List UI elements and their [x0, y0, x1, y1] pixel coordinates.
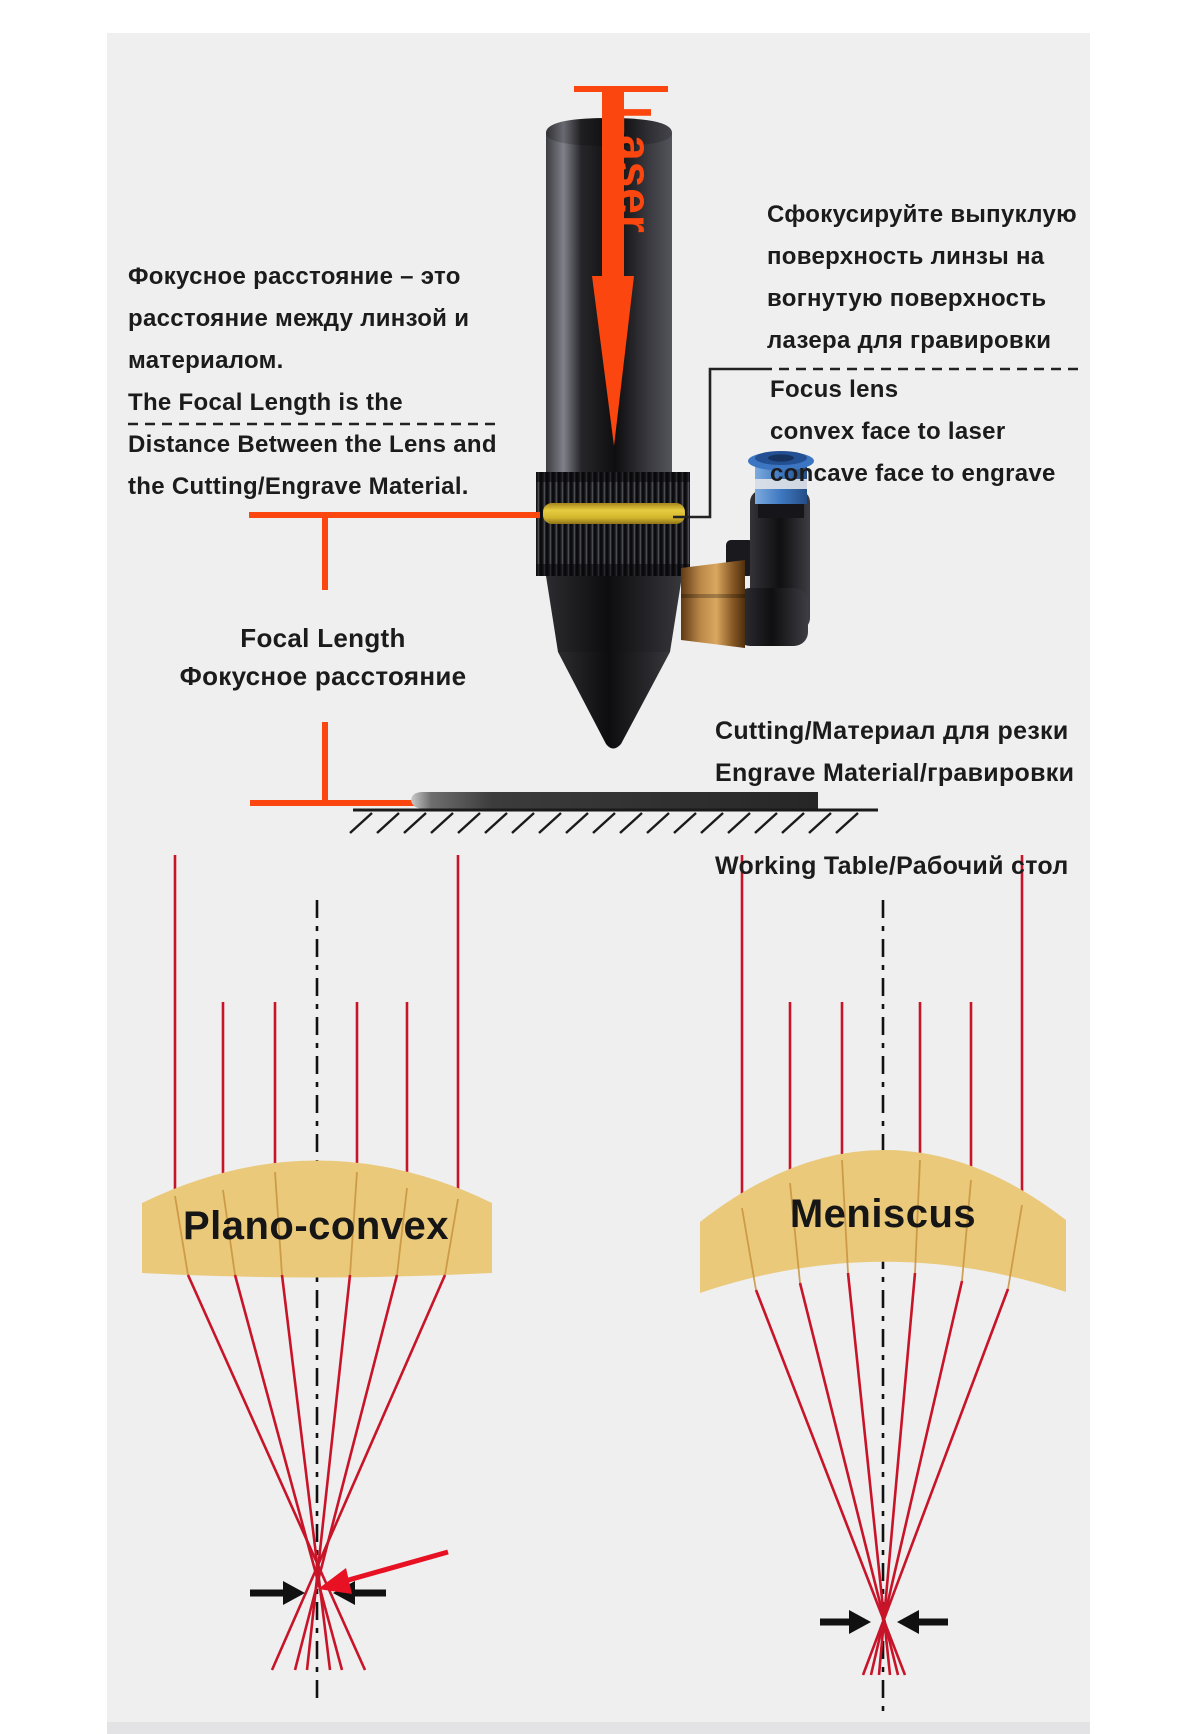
focus-pointer-arrow: [318, 1552, 448, 1594]
lens-gold-band: [543, 503, 685, 524]
left-note-line: расстояние между линзой и: [128, 305, 470, 332]
working-table-label: Working Table/Рабочий стол: [715, 852, 1069, 880]
focus-lens-line: Focus lens: [770, 376, 899, 403]
left-note-line: Фокусное расстояние – это: [128, 263, 461, 290]
focus-lens-line: convex face to laser: [770, 418, 1006, 445]
left-note-line: the Cutting/Engrave Material.: [128, 473, 469, 500]
left-note-line: The Focal Length is the: [128, 389, 403, 416]
focal-length-label-ru: Фокусное расстояние: [179, 661, 467, 691]
plano-convex-label: Plano-convex: [182, 1204, 450, 1248]
laser-collar: [546, 576, 682, 652]
meniscus-label: Meniscus: [789, 1192, 977, 1236]
left-note: [128, 256, 497, 508]
brass-fitting: [681, 560, 745, 648]
laser-nozzle-cone: [558, 652, 670, 749]
focus-lens-note: [770, 369, 1056, 495]
beam-top-line: [574, 86, 668, 92]
laser-beam-label: Laser: [609, 106, 661, 234]
knurl-bottom-shade: [536, 564, 690, 576]
left-note-line: Distance Between the Lens and: [128, 431, 497, 458]
focal-length-label-en: Focal Length: [240, 623, 406, 653]
material-label-line: Cutting/Материал для резки: [715, 717, 1069, 745]
right-note-line: лазера для гравировки: [767, 327, 1052, 354]
knurl-top-shade: [536, 472, 690, 482]
material-label: [715, 710, 1074, 794]
meniscus-diagram: [700, 855, 1066, 1713]
material-slab: [411, 792, 818, 809]
left-note-line: материалом.: [128, 347, 284, 374]
right-note: [767, 194, 1077, 362]
right-note-line: вогнутую поверхность: [767, 285, 1047, 312]
focus-lens-line: concave face to engrave: [770, 460, 1056, 487]
plano-convex-diagram: [142, 855, 492, 1700]
air-elbow-horizontal: [736, 588, 808, 646]
table-hatching: [350, 813, 858, 833]
material-label-line: Engrave Material/гравировки: [715, 759, 1075, 787]
right-note-line: Сфокусируйте выпуклую: [767, 201, 1077, 228]
material-and-table: [350, 792, 878, 833]
right-note-line: поверхность линзы на: [767, 243, 1045, 270]
brass-edge: [681, 594, 745, 598]
